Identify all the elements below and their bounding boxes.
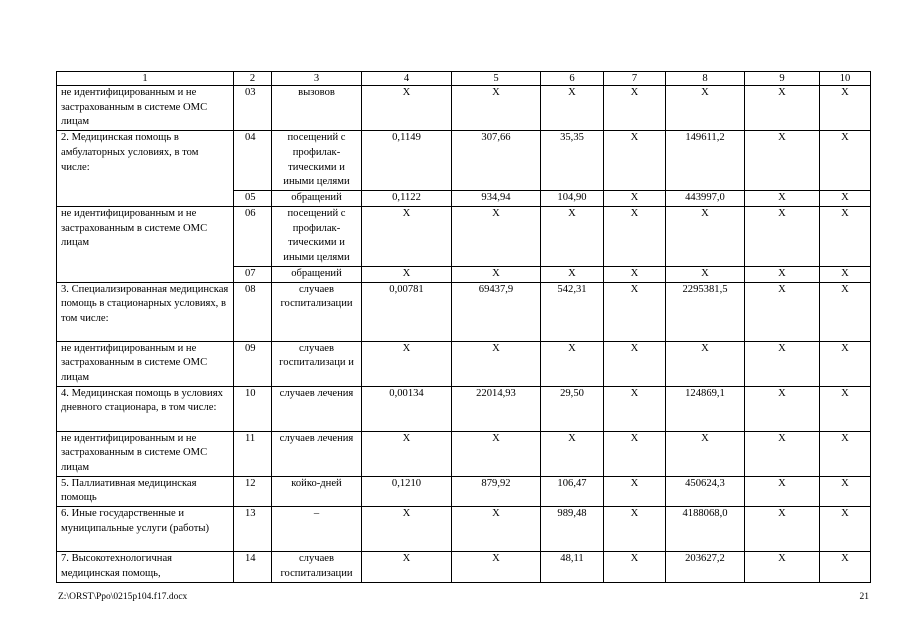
value-cell: 35,35 [541, 131, 604, 191]
value-cell: 307,66 [452, 131, 541, 191]
row-label: не идентифицированным и не застрахованным в системе ОМС лицам [57, 206, 234, 282]
value-cell: X [604, 386, 666, 431]
value-cell: 48,11 [541, 552, 604, 583]
value-cell: X [820, 266, 871, 282]
value-cell: 450624,3 [666, 476, 745, 506]
value-cell: X [541, 266, 604, 282]
value-cell: X [666, 206, 745, 266]
value-cell: X [745, 266, 820, 282]
value-cell: X [820, 131, 871, 191]
value-cell: 0,1149 [362, 131, 452, 191]
value-cell: X [541, 341, 604, 386]
value-cell: X [745, 206, 820, 266]
row-code: 10 [234, 386, 272, 431]
unit-cell: случаев госпитализации [272, 282, 362, 341]
value-cell: X [745, 282, 820, 341]
value-cell: X [820, 341, 871, 386]
value-cell: X [362, 266, 452, 282]
value-cell: X [666, 266, 745, 282]
value-cell: X [604, 552, 666, 583]
row-code: 06 [234, 206, 272, 266]
value-cell: 989,48 [541, 507, 604, 552]
table-row [57, 341, 871, 386]
table-row [57, 206, 871, 266]
column-number-5: 5 [452, 72, 541, 86]
column-number-1: 1 [57, 72, 234, 86]
value-cell: X [362, 341, 452, 386]
value-cell: X [362, 86, 452, 131]
value-cell: X [820, 206, 871, 266]
value-cell: 0,1210 [362, 476, 452, 506]
row-code: 03 [234, 86, 272, 131]
value-cell: X [604, 86, 666, 131]
row-label: 4. Медицинская помощь в условиях дневного стационара, в том числе: [57, 386, 234, 431]
value-cell: X [745, 191, 820, 207]
value-cell: X [362, 206, 452, 266]
column-number-8: 8 [666, 72, 745, 86]
unit-cell: случаев госпитализаци и [272, 341, 362, 386]
data-table [56, 71, 871, 583]
value-cell: 22014,93 [452, 386, 541, 431]
value-cell: X [745, 86, 820, 131]
value-cell: 443997,0 [666, 191, 745, 207]
value-cell: X [362, 431, 452, 476]
row-label: 6. Иные государственные и муниципальные услуги (работы) [57, 507, 234, 552]
row-code: 14 [234, 552, 272, 583]
value-cell: X [452, 341, 541, 386]
row-label: 5. Паллиативная медицинская помощь [57, 476, 234, 506]
value-cell: 2295381,5 [666, 282, 745, 341]
value-cell: X [666, 86, 745, 131]
row-label: 3. Специализированная медицинская помощь в стационарных условиях, в том числе: [57, 282, 234, 341]
row-label: не идентифицированным и не застрахованным в системе ОМС лицам [57, 341, 234, 386]
value-cell: X [541, 206, 604, 266]
value-cell: X [745, 552, 820, 583]
page-number: 21 [859, 592, 869, 602]
row-code: 11 [234, 431, 272, 476]
row-code: 12 [234, 476, 272, 506]
value-cell: X [820, 507, 871, 552]
value-cell: X [820, 191, 871, 207]
unit-cell: случаев лечения [272, 431, 362, 476]
row-label: 7. Высокотехнологичная медицинская помощь, [57, 552, 234, 583]
value-cell: X [604, 431, 666, 476]
value-cell: 149611,2 [666, 131, 745, 191]
value-cell: X [604, 476, 666, 506]
value-cell: 203627,2 [666, 552, 745, 583]
value-cell: X [604, 191, 666, 207]
value-cell: X [745, 507, 820, 552]
value-cell: 104,90 [541, 191, 604, 207]
column-number-10: 10 [820, 72, 871, 86]
table-row [57, 431, 871, 476]
column-number-2: 2 [234, 72, 272, 86]
row-code: 04 [234, 131, 272, 191]
value-cell: X [604, 266, 666, 282]
value-cell: X [666, 341, 745, 386]
value-cell: X [666, 431, 745, 476]
table-row [57, 131, 871, 191]
unit-cell: случаев госпитализации [272, 552, 362, 583]
value-cell: X [745, 386, 820, 431]
table-header-row [57, 72, 871, 86]
value-cell: X [541, 431, 604, 476]
value-cell: X [452, 86, 541, 131]
table-row [57, 476, 871, 506]
row-label: 2. Медицинская помощь в амбулаторных условиях, в том числе: [57, 131, 234, 207]
value-cell: X [604, 282, 666, 341]
value-cell: X [452, 266, 541, 282]
value-cell: X [452, 507, 541, 552]
row-code: 08 [234, 282, 272, 341]
value-cell: X [604, 206, 666, 266]
row-code: 07 [234, 266, 272, 282]
unit-cell: случаев лечения [272, 386, 362, 431]
value-cell: X [452, 431, 541, 476]
value-cell: 29,50 [541, 386, 604, 431]
value-cell: X [541, 86, 604, 131]
column-number-6: 6 [541, 72, 604, 86]
unit-cell: посещений с профилак- тическими и иными целями [272, 206, 362, 266]
unit-cell: койко-дней [272, 476, 362, 506]
value-cell: 69437,9 [452, 282, 541, 341]
value-cell: X [745, 476, 820, 506]
row-code: 09 [234, 341, 272, 386]
value-cell: X [820, 386, 871, 431]
table-row [57, 282, 871, 341]
value-cell: X [604, 507, 666, 552]
unit-cell: обращений [272, 191, 362, 207]
value-cell: 4188068,0 [666, 507, 745, 552]
value-cell: X [604, 341, 666, 386]
value-cell: X [452, 552, 541, 583]
unit-cell: – [272, 507, 362, 552]
unit-cell: посещений с профилак- тическими и иными целями [272, 131, 362, 191]
table-row [57, 507, 871, 552]
column-number-3: 3 [272, 72, 362, 86]
value-cell: 0,1122 [362, 191, 452, 207]
column-number-9: 9 [745, 72, 820, 86]
value-cell: 0,00134 [362, 386, 452, 431]
value-cell: X [820, 476, 871, 506]
value-cell: X [745, 131, 820, 191]
column-number-7: 7 [604, 72, 666, 86]
table-row [57, 86, 871, 131]
table-row [57, 552, 871, 583]
value-cell: X [362, 552, 452, 583]
row-code: 05 [234, 191, 272, 207]
value-cell: 934,94 [452, 191, 541, 207]
value-cell: X [604, 131, 666, 191]
column-number-4: 4 [362, 72, 452, 86]
value-cell: X [820, 282, 871, 341]
value-cell: 0,00781 [362, 282, 452, 341]
value-cell: X [452, 206, 541, 266]
value-cell: 124869,1 [666, 386, 745, 431]
value-cell: 879,92 [452, 476, 541, 506]
table-row [57, 386, 871, 431]
row-label: не идентифицированным и не застрахованным в системе ОМС лицам [57, 431, 234, 476]
row-label: не идентифицированным и не застрахованным в системе ОМС лицам [57, 86, 234, 131]
unit-cell: вызовов [272, 86, 362, 131]
value-cell: X [362, 507, 452, 552]
unit-cell: обращений [272, 266, 362, 282]
value-cell: 106,47 [541, 476, 604, 506]
value-cell: X [820, 431, 871, 476]
footer-file-path: Z:\ORST\Ppo\0215p104.f17.docx [58, 592, 188, 602]
value-cell: X [820, 86, 871, 131]
value-cell: X [745, 431, 820, 476]
value-cell: X [820, 552, 871, 583]
row-code: 13 [234, 507, 272, 552]
value-cell: X [745, 341, 820, 386]
value-cell: 542,31 [541, 282, 604, 341]
